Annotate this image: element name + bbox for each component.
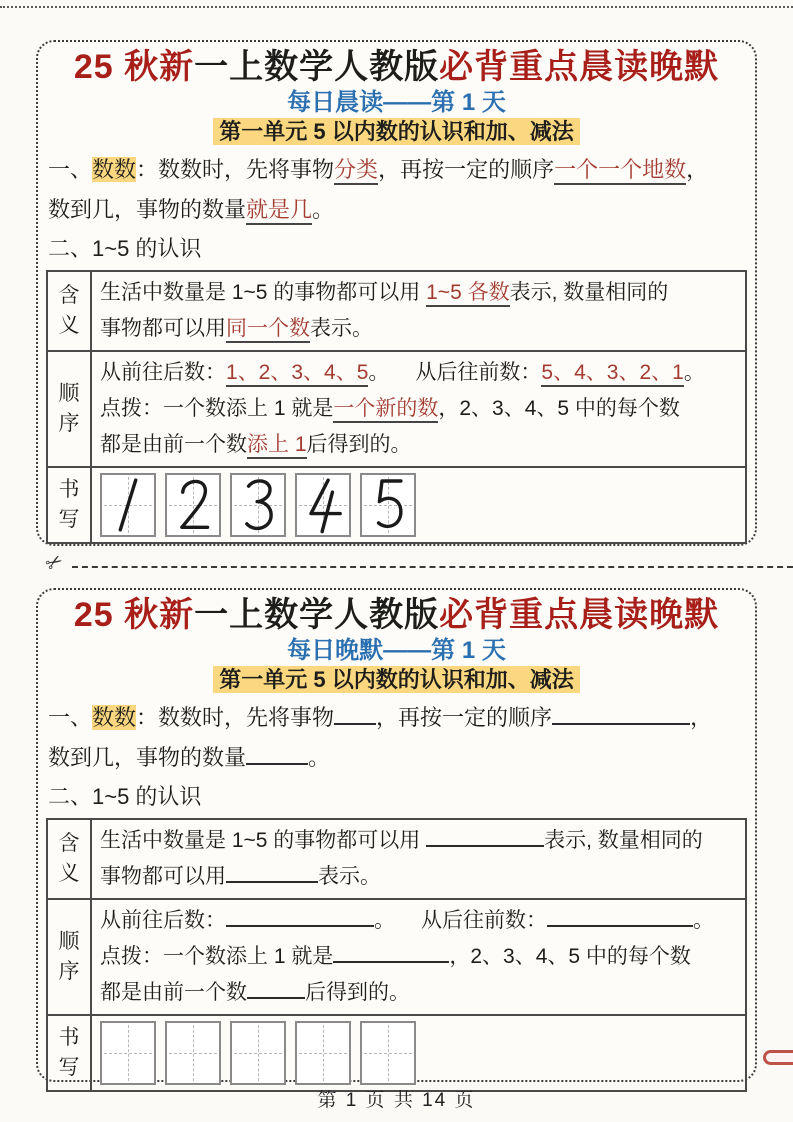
row-label-order: 顺序 [47, 899, 91, 1015]
page-title-evening [46, 594, 747, 636]
scissors-icon: ✂ [41, 549, 68, 577]
paragraph-text: 数到几，事物的数量 [48, 745, 247, 770]
cell-text: 。 [683, 361, 705, 384]
cell-text: 从后往前数： [421, 909, 547, 932]
cell-text: 生活中数量是 1~5 的事物都可以用 [100, 281, 427, 304]
cell-text: 从后往前数： [415, 361, 542, 384]
section-1-number: 一、 [48, 157, 93, 182]
cell-text: 表示。 [310, 317, 373, 340]
unit-header [46, 118, 747, 146]
cell-text: 生活中数量是 1~5 的事物都可以用 [100, 829, 427, 852]
table-row-writing [47, 467, 746, 543]
handwritten-digit-5 [362, 475, 414, 535]
cell-text: 事物都可以用 [100, 317, 226, 340]
recognition-table [46, 270, 747, 544]
order-cell [91, 351, 746, 467]
table-row-writing [47, 1015, 746, 1091]
writing-grid [100, 473, 156, 537]
evening-panel [36, 588, 757, 1082]
keyword-highlight: 数数 [92, 705, 137, 730]
answer-text: 同一个数 [226, 317, 310, 343]
evening-subtitle: 每日晚默——第 1 天 [287, 637, 506, 664]
page-number: 第 1 页 共 14 页 [317, 1090, 476, 1111]
unit-header-highlight: 第一单元 5 以内数的认识和加、减法 [213, 118, 579, 145]
answer-text: 1、2、3、4、5 [226, 361, 368, 387]
answer-blank [552, 703, 690, 725]
answer-blank [426, 827, 544, 847]
cell-text: 表示。 [318, 865, 381, 888]
answer-blank [334, 703, 376, 725]
paragraph-text: ：数数时，先将事物 [136, 157, 335, 182]
table-row-order [47, 899, 746, 1015]
table-row-order [47, 351, 746, 467]
recognition-table-blank [46, 818, 747, 1092]
answer-text: 5、4、3、2、1 [541, 361, 683, 387]
answer-text: 一个一个地数 [554, 157, 686, 185]
meaning-cell [91, 271, 746, 351]
cell-text: 从前往后数： [100, 909, 226, 932]
answer-blank [246, 743, 308, 765]
counting-paragraph-blank [48, 698, 745, 778]
writing-grid [165, 473, 221, 537]
cell-text: 点拨：一个数添上 1 就是 [100, 945, 334, 968]
cut-line [72, 566, 793, 568]
morning-subtitle: 每日晨读——第 1 天 [287, 89, 506, 116]
paragraph-text: ， [690, 705, 713, 730]
cell-text: 从前往后数： [100, 361, 226, 384]
paragraph-text: ，再按一定的顺序 [376, 705, 553, 730]
table-row-meaning [47, 819, 746, 899]
counting-paragraph [48, 150, 745, 230]
order-cell [91, 899, 746, 1015]
cell-text: 。 [368, 361, 390, 384]
writing-grid-row [100, 1019, 737, 1087]
row-label-writing: 书写 [47, 1015, 91, 1091]
answer-blank [226, 863, 318, 883]
writing-grid-empty [230, 1021, 286, 1085]
answer-blank [547, 907, 693, 927]
section-1-number: 一、 [48, 705, 93, 730]
cell-text: 。 [693, 909, 714, 932]
handwritten-digit-2 [167, 475, 219, 535]
row-label-order: 顺序 [47, 351, 91, 467]
paragraph-text: ：数数时，先将事物 [136, 705, 335, 730]
answer-blank [333, 943, 449, 963]
handwritten-digit-1 [102, 475, 154, 535]
title-part-red: 25 秋新 [73, 48, 195, 86]
cell-text: 。 [374, 909, 395, 932]
page-top-cut-border [0, 6, 793, 8]
section-2-heading: 二、1~5 的认识 [48, 236, 202, 261]
cell-text: 表示, 数量相同的 [509, 281, 669, 304]
paragraph-text: ， [686, 157, 709, 182]
title-part-black: 一上数学人教版 [194, 596, 440, 634]
keyword-highlight: 数数 [92, 157, 137, 182]
writing-grid-empty [165, 1021, 221, 1085]
answer-text: 就是几 [246, 197, 312, 225]
title-part-black: 一上数学人教版 [194, 48, 440, 86]
cell-text: 后得到的。 [305, 981, 410, 1004]
paragraph-text: 数到几，事物的数量 [48, 197, 247, 222]
unit-header-highlight: 第一单元 5 以内数的认识和加、减法 [213, 666, 579, 693]
writing-grid-row [100, 471, 737, 539]
cell-text: ，2、3、4、5 中的每个数 [438, 397, 680, 420]
answer-text: 添上 1 [247, 433, 307, 459]
cell-text: 都是由前一个数 [100, 981, 247, 1004]
cell-text: 点拨：一个数添上 1 就是 [100, 397, 334, 420]
answer-text: 分类 [334, 157, 378, 185]
meaning-cell [91, 819, 746, 899]
cell-text: 后得到的。 [306, 433, 412, 456]
cell-text: ，2、3、4、5 中的每个数 [449, 945, 691, 968]
unit-header [46, 666, 747, 694]
page-title [46, 46, 747, 88]
row-label-meaning: 含义 [47, 271, 91, 351]
answer-text: 1~5 各数 [426, 281, 509, 307]
answer-blank [226, 907, 374, 927]
answer-text: 一个新的数 [333, 397, 438, 423]
handwritten-digit-4 [297, 475, 349, 535]
cell-text: 事物都可以用 [100, 865, 226, 888]
writing-grid-empty [360, 1021, 416, 1085]
paragraph-text: ，再按一定的顺序 [378, 157, 555, 182]
section-2-heading: 二、1~5 的认识 [48, 784, 202, 809]
title-part-red2: 必背重点晨读晚默 [439, 596, 720, 634]
writing-grid [230, 473, 286, 537]
row-label-meaning: 含义 [47, 819, 91, 899]
watermark-stamp [763, 1050, 793, 1065]
morning-panel [36, 40, 757, 546]
handwritten-digit-3 [232, 475, 284, 535]
row-label-writing: 书写 [47, 467, 91, 543]
title-part-red: 25 秋新 [73, 596, 195, 634]
cell-text: 表示, 数量相同的 [544, 829, 703, 852]
paragraph-text: 。 [312, 197, 335, 222]
writing-cell [91, 467, 746, 543]
writing-grid-empty [295, 1021, 351, 1085]
title-part-red2: 必背重点晨读晚默 [439, 48, 720, 86]
writing-grid [360, 473, 416, 537]
writing-grid [295, 473, 351, 537]
paragraph-text: 。 [308, 745, 331, 770]
cell-text: 都是由前一个数 [100, 433, 247, 456]
answer-blank [247, 979, 305, 999]
writing-cell [91, 1015, 746, 1091]
writing-grid-empty [100, 1021, 156, 1085]
table-row-meaning [47, 271, 746, 351]
